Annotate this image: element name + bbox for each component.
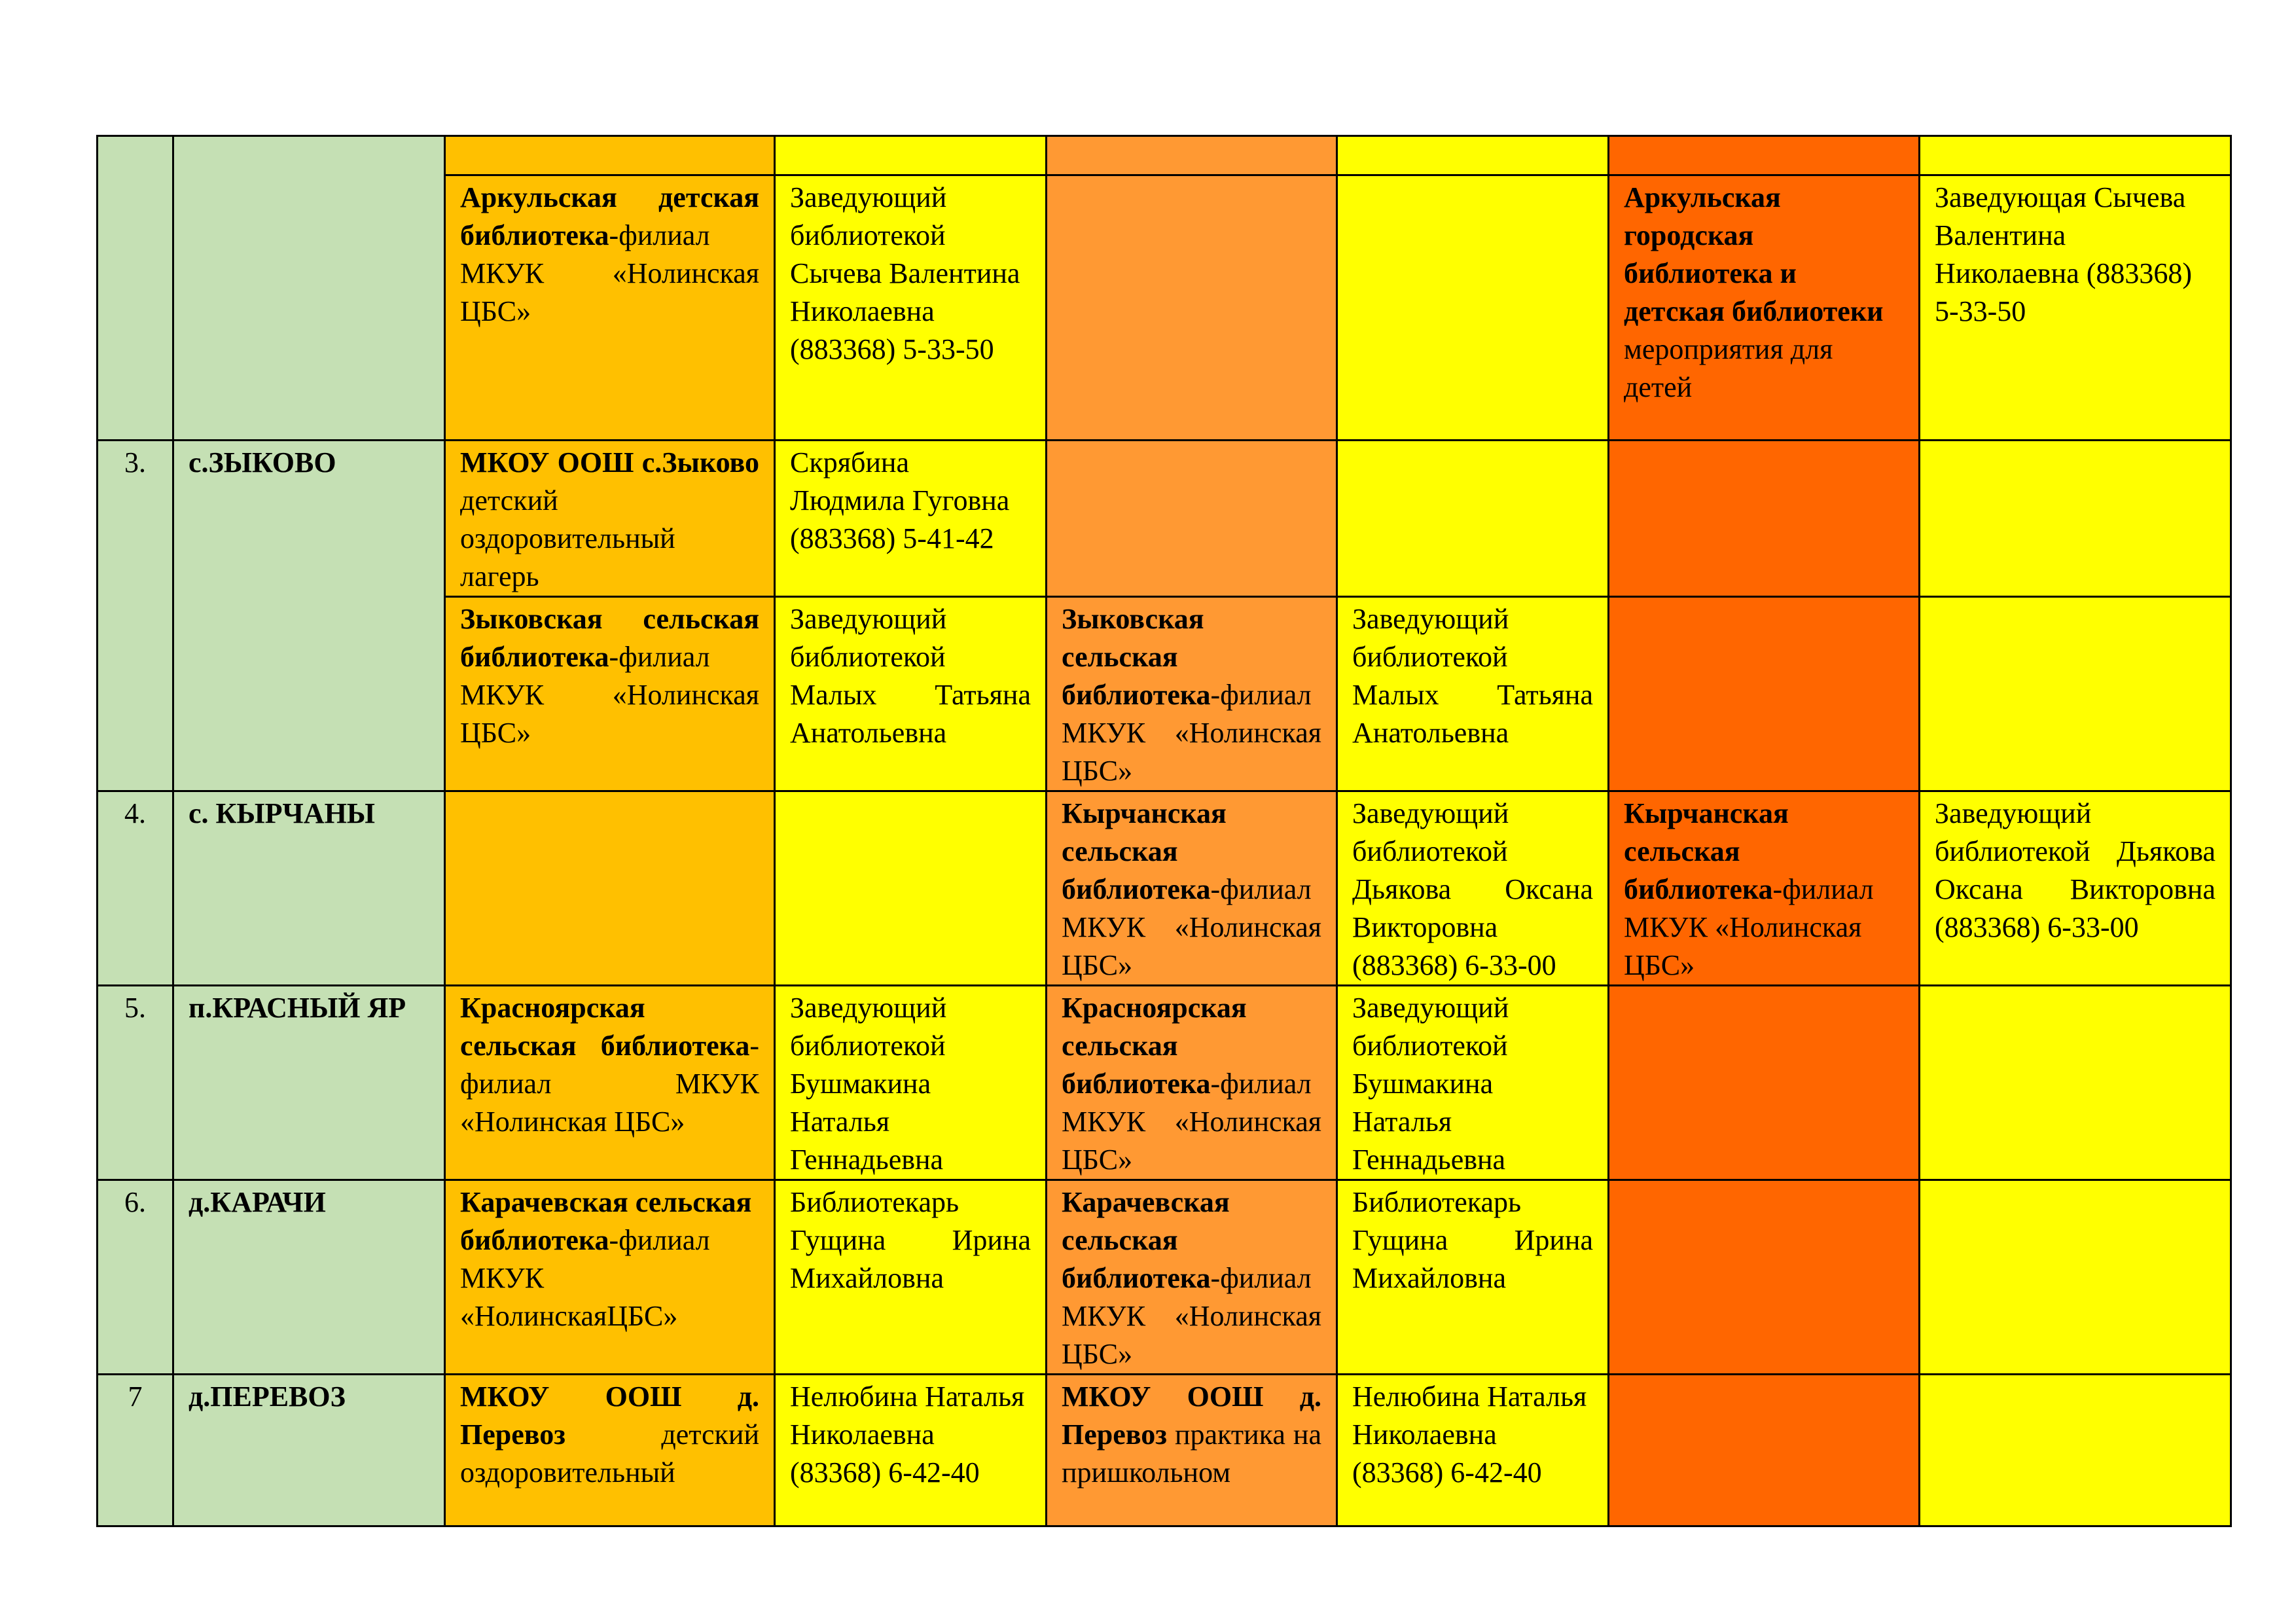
- event-cell: [445, 791, 775, 986]
- contact-cell: [1337, 441, 1609, 597]
- place-cell: [173, 136, 445, 441]
- library-name: Аркульская городская библиотека и детская библиотеки: [1624, 181, 1884, 327]
- library-name: Зыковская сельская библиотека: [460, 603, 759, 673]
- table-row-top: [98, 136, 2231, 175]
- place-cell: д.ПЕРЕВОЗ: [173, 1375, 445, 1526]
- contact-cell: Заведующий библиотекой Бушмакина Наталья Геннадьевна: [775, 986, 1047, 1180]
- event-cell: [1047, 1375, 1337, 1526]
- library-name: Аркульская детская библиотека: [460, 181, 759, 251]
- contact-cell: Заведующий библиотекой Дьякова Оксана Викторовна (883368) 6-33-00: [1337, 791, 1609, 986]
- library-suffix: -филиал МКУК «НолинскаяЦБС»: [460, 1224, 710, 1332]
- number-cell: 4.: [98, 791, 173, 986]
- event-cell: [1047, 175, 1337, 441]
- place-cell: п.КРАСНЫЙ ЯР: [173, 986, 445, 1180]
- number-cell: [98, 136, 173, 441]
- event-cell: [1609, 175, 1920, 441]
- place-cell: с. КЫРЧАНЫ: [173, 791, 445, 986]
- number-cell: 7: [98, 1375, 173, 1526]
- event-cell: [445, 136, 775, 175]
- table-row-karachi: [98, 1180, 2231, 1375]
- library-name: Карачевская сельская библиотека: [460, 1186, 752, 1256]
- contact-cell: [1337, 136, 1609, 175]
- library-suffix: -филиал МКУК «Нолинская ЦБС»: [460, 1030, 759, 1138]
- event-cell: [1609, 1180, 1920, 1375]
- library-suffix: -филиал МКУК «Нолинская ЦБС»: [1062, 1262, 1321, 1370]
- event-cell: [445, 1375, 775, 1526]
- event-cell: [445, 441, 775, 597]
- contact-cell: Библиотекарь Гущина Ирина Михайловна: [775, 1180, 1047, 1375]
- event-cell: [1047, 791, 1337, 986]
- contact-cell: Заведующий библиотекой Сычева Валентина Николаевна (883368) 5-33-50: [775, 175, 1047, 441]
- event-description: мероприятия для детей: [1624, 333, 1833, 403]
- table-row-zykovo-camp: [98, 441, 2231, 597]
- library-name: Красноярская сельская библиотека: [460, 992, 750, 1062]
- event-cell: [445, 175, 775, 441]
- library-name: Красноярская сельская библиотека: [1062, 992, 1247, 1100]
- event-cell: [1047, 1180, 1337, 1375]
- library-suffix: -филиал МКУК «Нолинская ЦБС»: [460, 219, 759, 327]
- event-cell: [1609, 986, 1920, 1180]
- contact-cell: [1920, 136, 2231, 175]
- event-cell: [1609, 597, 1920, 791]
- library-suffix: -филиал МКУК «Нолинская ЦБС»: [1062, 873, 1321, 981]
- library-suffix: -филиал МКУК «Нолинская ЦБС»: [1062, 1068, 1321, 1176]
- library-suffix: -филиал МКУК «Нолинская ЦБС»: [1624, 873, 1874, 981]
- event-cell: [445, 1180, 775, 1375]
- event-description: детский оздоровительный: [460, 1418, 759, 1489]
- event-cell: [1047, 597, 1337, 791]
- contact-cell: Нелюбина Наталья Николаевна (83368) 6-42-40: [1337, 1375, 1609, 1526]
- library-suffix: -филиал МКУК «Нолинская ЦБС»: [1062, 679, 1321, 787]
- library-name: Кырчанская сельская библиотека: [1062, 797, 1227, 905]
- event-description: практика на пришкольном: [1062, 1418, 1321, 1489]
- event-cell: [1609, 136, 1920, 175]
- place-cell: д.КАРАЧИ: [173, 1180, 445, 1375]
- event-description: детский оздоровительный лагерь: [460, 484, 675, 592]
- library-name: Зыковская сельская библиотека: [1062, 603, 1211, 711]
- event-cell: [1047, 986, 1337, 1180]
- event-cell: [1047, 136, 1337, 175]
- event-cell: [445, 986, 775, 1180]
- contact-cell: Нелюбина Наталья Николаевна (83368) 6-42-40: [775, 1375, 1047, 1526]
- event-cell: [1609, 791, 1920, 986]
- contact-cell: [1920, 441, 2231, 597]
- contact-cell: [1920, 986, 2231, 1180]
- number-cell: 6.: [98, 1180, 173, 1375]
- libraries-table: [96, 135, 2232, 1527]
- organization-name: МКОУ ООШ с.Зыково: [460, 446, 759, 478]
- contact-cell: [775, 791, 1047, 986]
- contact-cell: [1337, 175, 1609, 441]
- table-row-krasny-yar: [98, 986, 2231, 1180]
- contact-cell: Заведующий библиотекой Малых Татьяна Анатольевна: [775, 597, 1047, 791]
- contact-cell: [1920, 1375, 2231, 1526]
- library-suffix: -филиал МКУК «Нолинская ЦБС»: [460, 641, 759, 749]
- contact-cell: Заведующий библиотекой Бушмакина Наталья Геннадьевна: [1337, 986, 1609, 1180]
- table-row-kyrchany: [98, 791, 2231, 986]
- organization-name: МКОУ ООШ д. Перевоз: [1062, 1380, 1321, 1451]
- contact-cell: [1920, 597, 2231, 791]
- event-cell: [1609, 441, 1920, 597]
- contact-cell: [775, 136, 1047, 175]
- library-name: Карачевская сельская библиотека: [1062, 1186, 1230, 1294]
- contact-cell: [1920, 1180, 2231, 1375]
- number-cell: 5.: [98, 986, 173, 1180]
- library-name: Кырчанская сельская библиотека: [1624, 797, 1789, 905]
- number-cell: 3.: [98, 441, 173, 791]
- contact-cell: Заведующий библиотекой Дьякова Оксана Викторовна (883368) 6-33-00: [1920, 791, 2231, 986]
- contact-cell: Заведующий библиотекой Малых Татьяна Анатольевна: [1337, 597, 1609, 791]
- table-row-perevoz: [98, 1375, 2231, 1526]
- place-cell: с.ЗЫКОВО: [173, 441, 445, 791]
- contact-cell: Заведующая Сычева Валентина Николаевна (883368) 5-33-50: [1920, 175, 2231, 441]
- event-cell: [445, 597, 775, 791]
- contact-cell: Библиотекарь Гущина Ирина Михайловна: [1337, 1180, 1609, 1375]
- organization-name: МКОУ ООШ д. Перевоз: [460, 1380, 759, 1451]
- contact-cell: Скрябина Людмила Гуговна (883368) 5-41-42: [775, 441, 1047, 597]
- event-cell: [1609, 1375, 1920, 1526]
- event-cell: [1047, 441, 1337, 597]
